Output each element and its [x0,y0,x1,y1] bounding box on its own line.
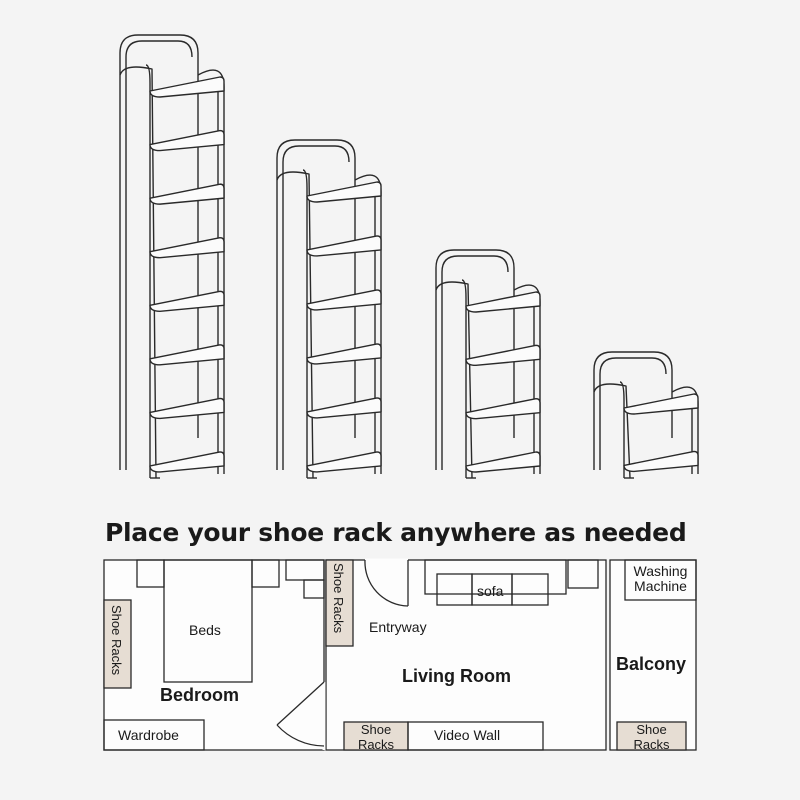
washing-line2: Machine [634,578,687,594]
living-room-title: Living Room [402,666,511,686]
washing-line1: Washing [633,563,688,579]
balcony-title: Balcony [616,654,687,674]
balcony-shoe-racks-label [617,722,686,752]
wardrobe-label: Wardrobe [118,727,179,743]
living-shoe-racks-label: Shoe Racks [331,563,346,634]
living-bottom-shoe-racks-label [344,722,408,752]
beds-label: Beds [189,622,221,638]
bedroom-shoe-racks-label: Shoe Racks [109,605,124,676]
sofa-label: sofa [477,583,504,599]
bedroom-room [104,560,324,750]
balcony-shoe-line1: Shoe [636,722,667,737]
headline: Place your shoe rack anywhere as needed [105,518,687,547]
shoe-racks-line2: Racks [357,737,395,752]
entryway-label: Entryway [369,619,427,635]
bedroom-title: Bedroom [160,685,240,705]
video-wall-label: Video Wall [434,727,501,743]
shoe-racks-line1: Shoe [360,722,392,737]
washing-machine-label [625,564,696,594]
balcony-shoe-line2: Racks [633,737,670,752]
